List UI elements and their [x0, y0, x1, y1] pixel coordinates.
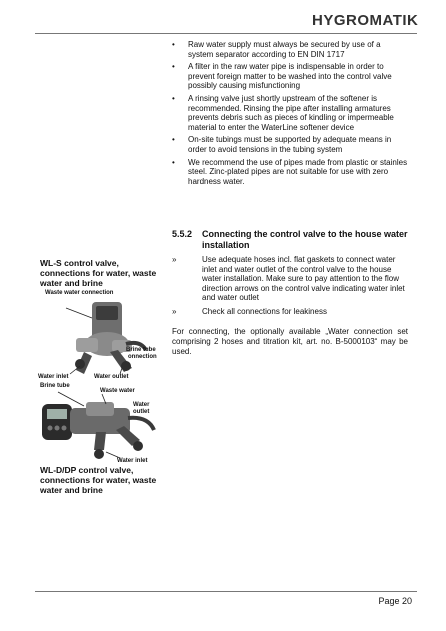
bullet-icon: • [172, 157, 175, 167]
body-paragraph: For connecting, the optionally available „Water connection set comprising 2 hoses and titration kit, art. no. B-5000103“ may be used. [172, 327, 408, 356]
step-list [172, 255, 408, 321]
list-item: » Use adequate hoses incl. flat gaskets to connect water inlet and water outlet of the control valve to the house water installation. Make sure to pay attention to the flow direction arrows on the control valve indicating water inlet and water outlet [172, 255, 405, 303]
list-item: • A filter in the raw water pipe is indispensable in order to prevent foreign matter to be washed into the control valve possibly causing misfunctioning [172, 62, 392, 91]
section-heading [172, 229, 408, 251]
figure2-label-waste: Waste water [100, 388, 135, 394]
control-valve-wls-illustration [36, 290, 168, 382]
figure1-label-water-outlet: Water outlet [94, 374, 129, 380]
figure2-label-water: Water [133, 402, 150, 408]
section-title-line2: installation [202, 240, 250, 250]
figure1-label-brine-tube: Brine tube [126, 347, 156, 353]
figure2-image [36, 386, 166, 466]
bullet-icon: • [172, 135, 175, 145]
step-marker: » [172, 255, 177, 264]
figure1-label-brine-connection: onnection [128, 354, 157, 360]
bullet-icon: • [172, 93, 175, 103]
section-title-line1: Connecting the control valve to the house water [202, 229, 408, 239]
bullet-icon: • [172, 62, 175, 72]
header-rule [35, 33, 417, 34]
figure2-label-water-inlet: Water inlet [117, 458, 148, 464]
figure2-label-outlet: outlet [133, 409, 150, 415]
list-item: » Check all connections for leakiness [172, 306, 327, 316]
list-item: • A rinsing valve just shortly upstream of the softener is recommended. Rinsing the pipe after installing armatures prevents debris such as pieces of kindling or impermeable material to enter the WaterLine softener device [172, 93, 394, 132]
control-valve-wld-illustration [36, 386, 166, 466]
footer-rule [35, 591, 417, 592]
figure2-label-brine-tube: Brine tube [40, 383, 70, 389]
list-item: • We recommend the use of pipes made from plastic or stainles steel. Zinc-plated pipes are not suitable for use with zero hardness water. [172, 157, 408, 186]
figure1-caption: WL-S control valve, connections for water, waste water and brine [40, 258, 157, 288]
section-number: 5.5.2 [172, 229, 193, 239]
list-item: • Raw water supply must always be secured by use of a system separator according to EN DIN 1717 [172, 40, 381, 59]
step-marker: » [172, 306, 177, 316]
figure1-label-water-inlet: Water inlet [38, 374, 69, 380]
page-number: Page 20 [378, 596, 412, 606]
figure1-label-waste: Waste water connection [45, 290, 114, 296]
bullet-icon: • [172, 40, 175, 49]
bullet-list [172, 40, 408, 189]
brand-logo: HYGROMATIK [312, 12, 419, 29]
list-item: • On-site tubings must be supported by adequate means in order to avoid tensions in the tubing system [172, 135, 392, 154]
figure2-caption: WL-D/DP control valve, connections for water, waste water and brine [40, 465, 157, 495]
figure1-image [36, 290, 168, 382]
